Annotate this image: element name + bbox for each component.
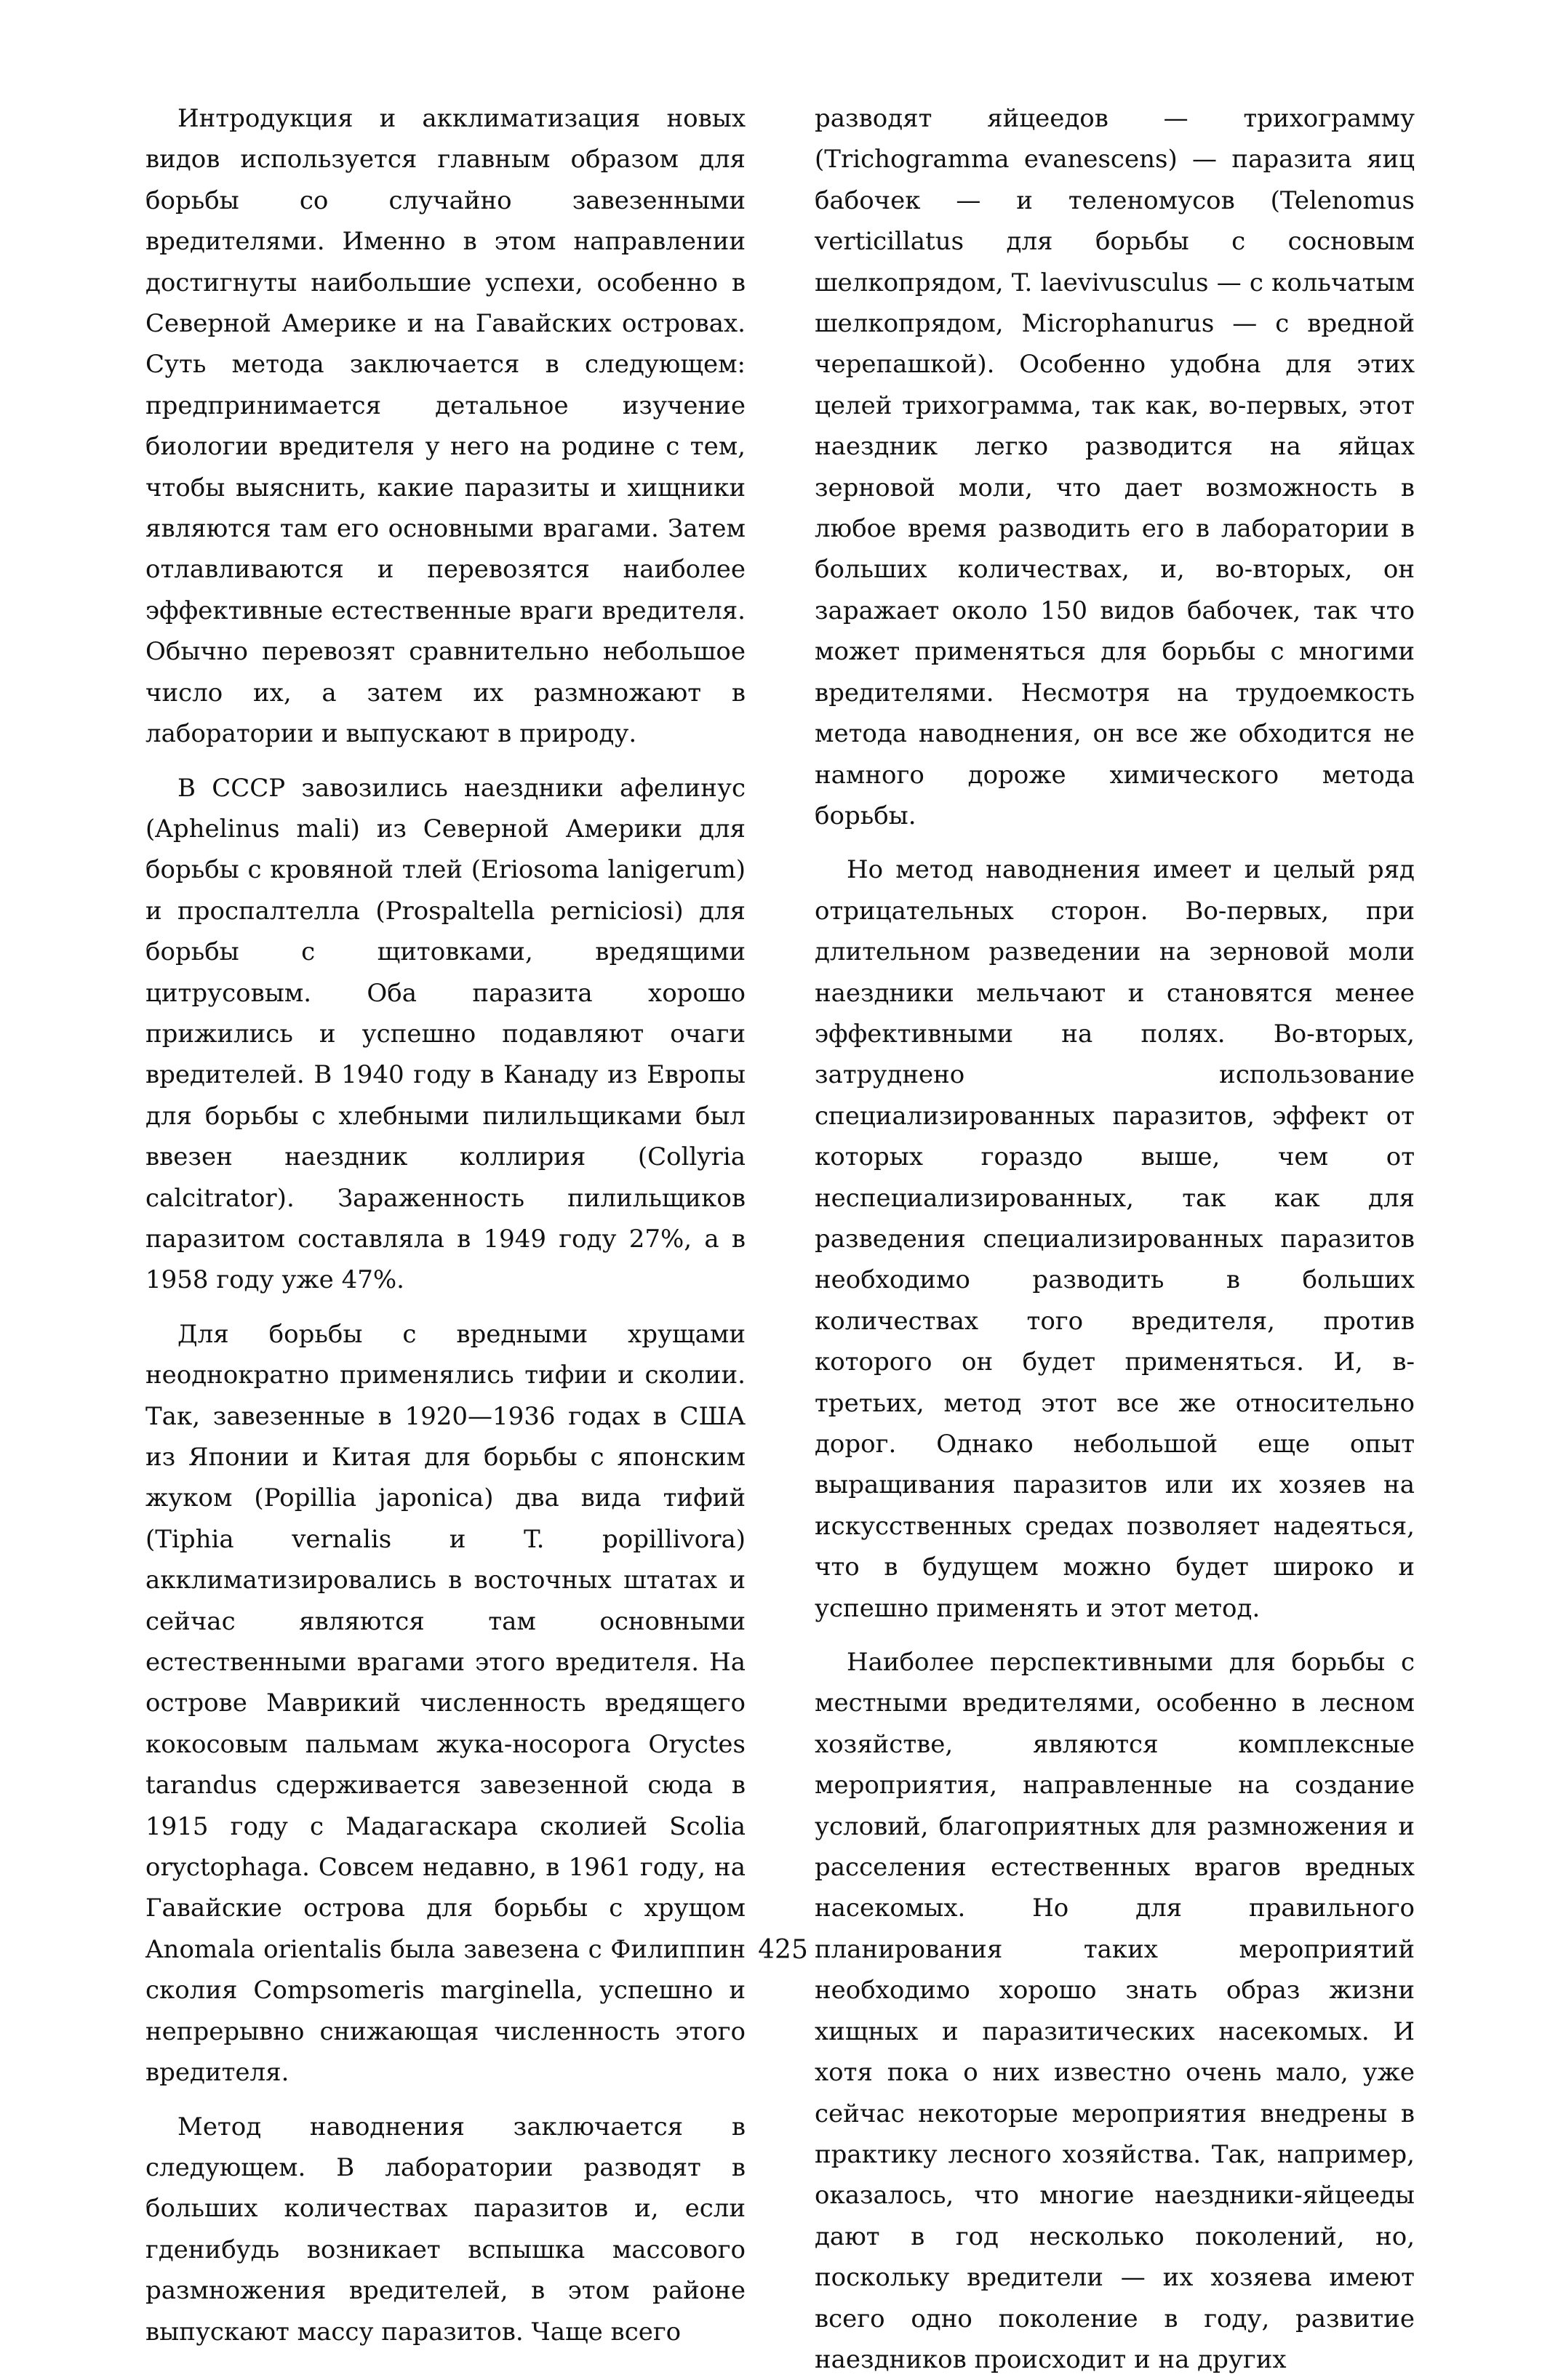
right-paragraph-continuation: разводят яйцеедов — трихограмму (Trichogramma evanescens) — паразита яиц бабочек — и теленомусов (Telenomus verticillatus для борьбы с сосновым шелкопрядом, T. laevivusculus — с кольчатым шелкопрядом, Microphanurus — с вредной черепашкой). Особенно удобна для этих целей трихограмма, так как, во-первых, этот наездник легко разводится на яйцах зерновой моли, что дает возможность в любое время разводить его в лаборатории в больших количествах, и, во-вторых, он заражает около 150 видов бабочек, так что может применяться для борьбы с многими вредителями. Несмотря на трудоемкость метода наводнения, он все же обходится не намного дороже химического метода борьбы. bbox=[815, 104, 1415, 830]
left-column bbox=[145, 98, 746, 2352]
right-paragraph-drawbacks: Но метод наводнения имеет и целый ряд отрицательных сторон. Во-первых, при длительном разведении на зерновой моли наездники мельчают и становятся менее эффективными на полях. Во-вторых, затруднено использование специализированных паразитов, эффект от которых гораздо выше, чем от неспециализированных, так как для разведения специализированных паразитов необходимо разводить в больших количествах того вредителя, против которого он будет применяться. И, в-третьих, метод этот все же относительно дорог. Однако небольшой еще опыт выращивания паразитов или их хозяев на искусственных средах позволяет надеяться, что в будущем можно будет широко и успешно применять и этот метод. bbox=[815, 855, 1415, 1623]
page-number: 425 bbox=[758, 1935, 808, 1965]
left-paragraph-ussr: В СССР завозились наездники афелинус (Aphelinus mali) из Северной Америки для борьбы с кровяной тлей (Eriosoma lanigerum) и проспалтелла (Prospaltella perniciosi) для борьбы с щитовками, вредящими цитрусовым. Оба паразита хорошо прижились и успешно подавляют очаги вредителей. В 1940 году в Канаду из Европы для борьбы с хлебными пилильщиками был ввезен наездник коллирия (Collyria calcitrator). Зараженность пилильщиков паразитом составляла в 1949 году 27%, а в 1958 году уже 47%. bbox=[145, 773, 746, 1295]
right-column bbox=[815, 98, 1415, 2380]
left-paragraph-beetles: Для борьбы с вредными хрущами неоднократно применялись тифии и сколии. Так, завезенные в 1920—1936 годах в США из Японии и Китая для борьбы с японским жуком (Popillia japonica) два вида тифий (Tiphia vernalis и T. popillivora) акклиматизировались в восточных штатах и сейчас являются там основными естественными врагами этого вредителя. На острове Маврикий численность вредящего кокосовым пальмам жука-носорога Oryctes tarandus сдерживается завезенной сюда в 1915 году с Мадагаскара сколией Scolia oryctophaga. Совсем недавно, в 1961 году, на Гавайские острова для борьбы с хрущом Anomala orientalis была завезена с Филиппин сколия Compsomeris marginella, успешно и непрерывно снижающая численность этого вредителя. bbox=[145, 1319, 746, 2088]
right-paragraph-perspectives: Наиболее перспективными для борьбы с местными вредителями, особенно в лесном хозяйстве, являются комплексные мероприятия, направленные на создание условий, благоприятных для размножения и расселения естественных врагов вредных насекомых. Но для правильного планирования таких мероприятий необходимо хорошо знать образ жизни хищных и паразитических насекомых. И хотя пока о них известно очень мало, уже сейчас некоторые мероприятия внедрены в практику лесного хозяйства. Так, например, оказалось, что многие наездники-яйцееды дают в год несколько поколений, но, поскольку вредители — их хозяева имеют всего одно поколение в году, развитие наездников происходит и на других bbox=[815, 1648, 1415, 2374]
left-paragraph-flood-method: Метод наводнения заключается в следующем. В лаборатории разводят в больших количествах паразитов и, если гденибудь возникает вспышка массового размножения вредителей, в этом районе выпускают массу паразитов. Чаще всего bbox=[145, 2112, 746, 2347]
left-paragraph-introduction: Интродукция и акклиматизация новых видов используется главным образом для борьбы со случайно завезенными вредителями. Именно в этом направлении достигнуты наибольшие успехи, особенно в Северной Америке и на Гавайских островах. Суть метода заключается в следующем: предпринимается детальное изучение биологии вредителя у него на родине с тем, чтобы выяснить, какие паразиты и хищники являются там его основными врагами. Затем отлавливаются и перевозятся наиболее эффективные естественные враги вредителя. Обычно перевозят сравнительно небольшое число их, а затем их размножают в лаборатории и выпускают в природу. bbox=[145, 104, 746, 749]
